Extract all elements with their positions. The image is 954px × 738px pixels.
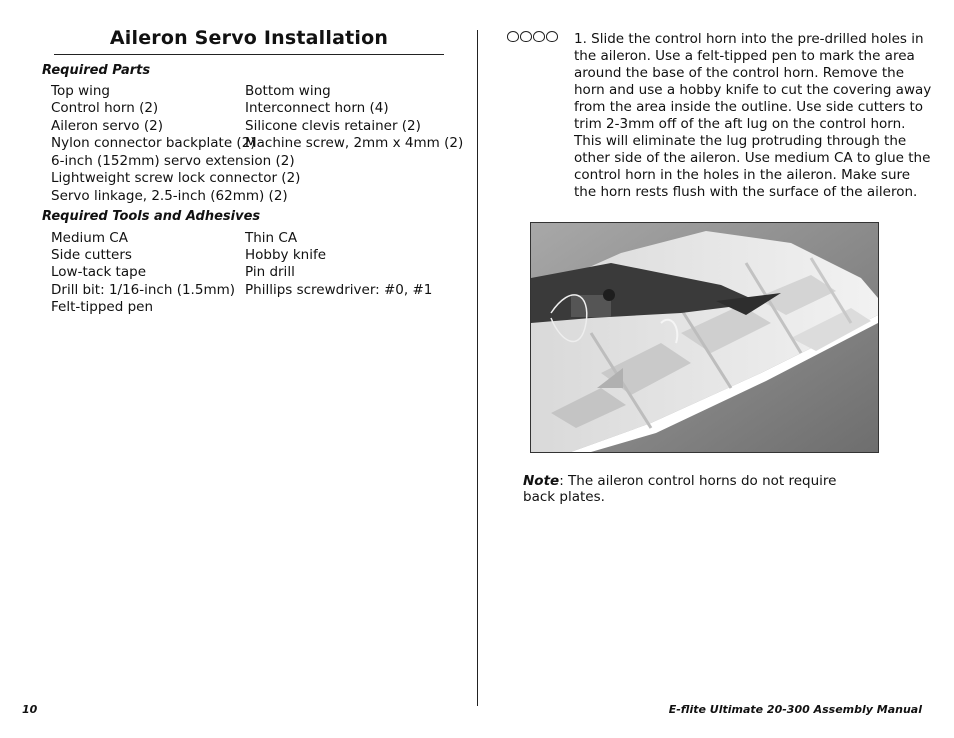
part-item: Top wing xyxy=(51,83,110,99)
part-item: 6-inch (152mm) servo extension (2) xyxy=(51,153,295,169)
step-line: This will eliminate the lug protruding through the xyxy=(574,133,907,149)
note-text: back plates. xyxy=(523,489,605,505)
wing-photo xyxy=(530,222,879,453)
page-title: Aileron Servo Installation xyxy=(109,27,389,49)
part-item: Machine screw, 2mm x 4mm (2) xyxy=(245,135,464,151)
note xyxy=(523,473,836,505)
tool-item: Phillips screwdriver: #0, #1 xyxy=(245,282,433,298)
required-parts-heading: Required Parts xyxy=(42,63,151,78)
tool-item: Hobby knife xyxy=(245,247,327,263)
note-text: : The aileron control horns do not require xyxy=(559,473,837,489)
tool-item: Drill bit: 1/16-inch (1.5mm) xyxy=(51,282,236,298)
part-item: Aileron servo (2) xyxy=(51,118,163,134)
tool-item: Medium CA xyxy=(51,230,128,246)
step-line: other side of the aileron. Use medium CA to glue the xyxy=(574,150,931,166)
step-line: horn and use a hobby knife to cut the covering away xyxy=(574,82,932,98)
step-line: from the area inside the outline. Use side cutters to xyxy=(574,99,924,115)
manual-title: E-flite Ultimate 20-300 Assembly Manual xyxy=(668,703,922,716)
step-checkbox[interactable] xyxy=(533,31,545,42)
part-item: Nylon connector backplate (2) xyxy=(51,135,256,151)
tool-item: Side cutters xyxy=(51,247,132,263)
step-line: the aileron. Use a felt-tipped pen to mark the area xyxy=(574,48,915,64)
step-line: the horn rests flush with the surface of the aileron. xyxy=(574,184,918,200)
step-line: trim 2-3mm off of the aft lug on the control horn. xyxy=(574,116,906,132)
page-number: 10 xyxy=(22,703,38,716)
part-item: Silicone clevis retainer (2) xyxy=(245,118,421,134)
part-item: Control horn (2) xyxy=(51,100,159,116)
part-item: Lightweight screw lock connector (2) xyxy=(51,170,301,186)
tool-item: Pin drill xyxy=(245,264,295,280)
column-divider xyxy=(477,30,478,706)
note-label: Note xyxy=(523,473,560,489)
part-item: Bottom wing xyxy=(245,83,331,99)
step-1-text xyxy=(574,31,932,201)
title-rule xyxy=(54,54,444,55)
required-tools-heading: Required Tools and Adhesives xyxy=(42,209,261,224)
part-item: Interconnect horn (4) xyxy=(245,100,389,116)
step-checkbox[interactable] xyxy=(520,31,532,42)
step-checkbox[interactable] xyxy=(507,31,519,42)
step-checkbox[interactable] xyxy=(546,31,558,42)
wing-photo-illustration xyxy=(531,223,878,452)
step-line: control horn in the holes in the aileron. Make sure xyxy=(574,167,911,183)
step-line: 1. Slide the control horn into the pre-drilled holes in xyxy=(574,31,924,47)
tool-item: Low-tack tape xyxy=(51,264,146,280)
part-item: Servo linkage, 2.5-inch (62mm) (2) xyxy=(51,188,288,204)
tool-item: Felt-tipped pen xyxy=(51,299,154,315)
step-line: around the base of the control horn. Remove the xyxy=(574,65,905,81)
step-checkboxes xyxy=(507,31,558,42)
tool-item: Thin CA xyxy=(245,230,298,246)
